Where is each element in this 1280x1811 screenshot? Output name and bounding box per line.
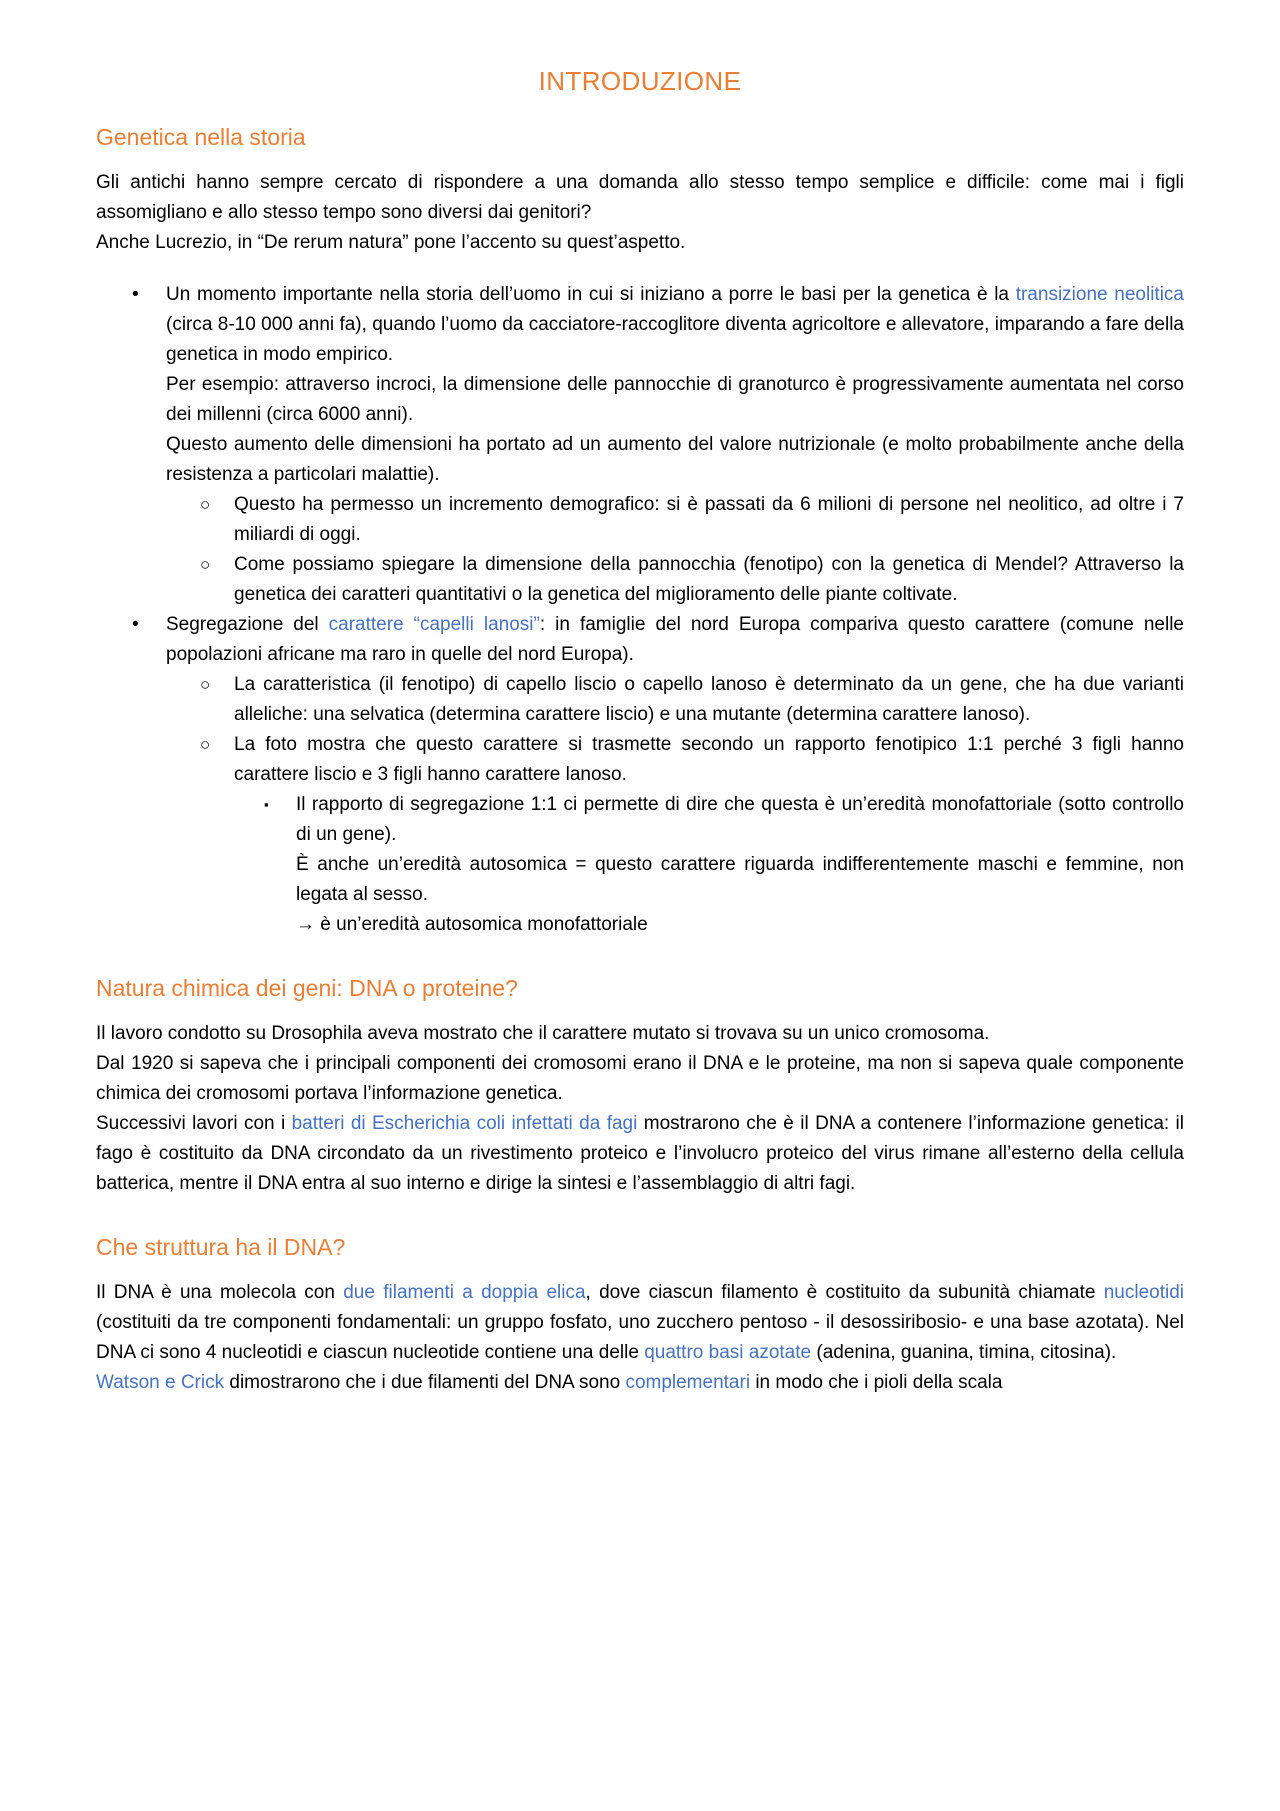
bullet1-text-after: (circa 8-10 000 anni fa), quando l’uomo da cacciatore-raccoglitore diventa agricoltore e allevatore, imparando a fare della genetica in modo empirico. xyxy=(166,314,1184,366)
link-watson-e-crick: Watson e Crick xyxy=(96,1371,225,1393)
bullet2-sub2-sub2-text: È anche un’eredità autosomica = questo carattere riguarda indifferentemente maschi e femmine, non legata al sesso. xyxy=(296,854,1184,906)
bullet2-text-after: : in famiglie del nord Europa compariva questo carattere (comune nelle popolazioni africane ma raro in quelle del nord Europa). xyxy=(166,614,1184,666)
bullet2-sub2-arrow-line xyxy=(296,910,1184,940)
bullet1-paragraph-3: Questo aumento delle dimensioni ha portato ad un aumento del valore nutrizionale (e molto probabilmente anche della resistenza a particolari malattie). xyxy=(166,434,1184,486)
bullet-circle-icon: ○ xyxy=(200,555,211,575)
list-item-capelli-lanosi xyxy=(96,610,1184,940)
section-heading-genetica: Genetica nella storia xyxy=(96,124,306,151)
struttura-paragraph-1 xyxy=(96,1278,1184,1368)
section-heading-struttura-dna: Che struttura ha il DNA? xyxy=(96,1234,346,1261)
bullet-square-icon: ▪ xyxy=(264,797,269,813)
bullet1-sub-1-text: Questo ha permesso un incremento demografico: si è passati da 6 milioni di persone nel neolitico, ad oltre i 7 miliardi di oggi. xyxy=(234,494,1184,546)
natura-paragraph-1-line-2: Dal 1920 si sapeva che i principali componenti dei cromosomi erano il DNA e le proteine, ma non si sapeva quale componente chimica dei cromosomi portava l’informazione genetica. xyxy=(96,1053,1184,1105)
intro-line-2: Anche Lucrezio, in “De rerum natura” pone l’accento su quest’aspetto. xyxy=(96,231,686,253)
list-item-genetica-mendel xyxy=(166,550,1184,610)
bullet2-sublist xyxy=(166,670,1184,940)
natura-paragraph-block xyxy=(96,1019,1184,1199)
struttura-text-a: Il DNA è una molecola con xyxy=(96,1281,344,1303)
page-title: INTRODUZIONE xyxy=(538,66,742,96)
list-item-segregazione-monofattoriale xyxy=(234,790,1184,940)
struttura-paragraph-2 xyxy=(96,1368,1184,1398)
list-item-rapporto-fenotipico xyxy=(166,730,1184,940)
bullet1-text-before: Un momento importante nella storia dell’uomo in cui si iniziano a porre le basi per la genetica è la xyxy=(166,283,1016,305)
bullet-dot-icon: • xyxy=(132,614,139,636)
bullet1-sublist xyxy=(166,490,1184,610)
list-item-incremento-demografico xyxy=(166,490,1184,550)
bullet2-sub-1-text: La caratteristica (il fenotipo) di capello liscio o capello lanoso è determinato da un gene, che ha due varianti alleliche: una selvatica (determina carattere liscio) e una mutante (determina carattere lanoso). xyxy=(234,674,1184,726)
list-item-transizione-neolitica xyxy=(96,280,1184,610)
list-item-varianti-alleliche xyxy=(166,670,1184,730)
bullet1-paragraph-2: Per esempio: attraverso incroci, la dimensione delle pannocchie di granoturco è progressivamente aumentata nel corso dei millenni (circa 6000 anni). xyxy=(166,374,1184,426)
intro-paragraph-block xyxy=(96,168,1184,258)
bullet-circle-icon: ○ xyxy=(200,735,211,755)
struttura-text-c: (costituiti da tre componenti fondamentali: un gruppo fosfato, uno zucchero pentoso - il desossiribosio- e una base azotata). Nel DNA ci sono 4 nucleotidi e ciascun nucleotide contiene una delle xyxy=(96,1311,1184,1363)
main-bullet-list xyxy=(96,280,1184,940)
bullet-circle-icon: ○ xyxy=(200,675,211,695)
intro-line-1: Gli antichi hanno sempre cercato di rispondere a una domanda allo stesso tempo semplice e difficile: come mai i figli assomigliano e allo stesso tempo sono diversi dai genitori? xyxy=(96,171,1184,223)
natura-paragraph-2 xyxy=(96,1109,1184,1199)
natura-paragraph-1-line-1: Il lavoro condotto su Drosophila aveva mostrato che il carattere mutato si trovava su un unico cromosoma. xyxy=(96,1023,990,1045)
link-transizione-neolitica: transizione neolitica xyxy=(1015,283,1184,305)
natura-text-before: Successivi lavori con i xyxy=(96,1113,292,1135)
section-heading-natura-chimica: Natura chimica dei geni: DNA o proteine? xyxy=(96,975,518,1002)
link-quattro-basi-azotate: quattro basi azotate xyxy=(644,1341,812,1363)
link-carattere-capelli-lanosi: carattere “capelli lanosi” xyxy=(328,614,540,636)
bullet2-text-before: Segregazione del xyxy=(166,614,329,636)
arrow-right-icon: → xyxy=(296,914,315,936)
struttura-text-b: , dove ciascun filamento è costituito da subunità chiamate xyxy=(585,1281,1104,1303)
link-nucleotidi: nucleotidi xyxy=(1103,1281,1184,1303)
bullet1-sub-2-text: Come possiamo spiegare la dimensione della pannocchia (fenotipo) con la genetica di Mendel? Attraverso la genetica dei caratteri quantitativi o la genetica del miglioramento delle piante coltivate. xyxy=(234,554,1184,606)
bullet2-paragraph-1 xyxy=(166,610,1184,670)
struttura-paragraph-block xyxy=(96,1278,1184,1398)
link-due-filamenti-doppia-elica: due filamenti a doppia elica xyxy=(343,1281,586,1303)
bullet-circle-icon: ○ xyxy=(200,495,211,515)
struttura-text-d: (adenina, guanina, timina, citosina). xyxy=(811,1341,1117,1363)
bullet1-paragraph-1 xyxy=(166,280,1184,370)
struttura-p2-text-a: dimostrarono che i due filamenti del DNA sono xyxy=(224,1371,626,1393)
link-complementari: complementari xyxy=(625,1371,751,1393)
bullet2-sub2-arrow-text: è un’eredità autosomica monofattoriale xyxy=(320,914,648,936)
link-batteri-escherichia-coli: batteri di Escherichia coli infettati da fagi xyxy=(291,1113,638,1135)
struttura-p2-text-b: in modo che i pioli della scala xyxy=(750,1371,1003,1393)
bullet2-sub2-sub1-text: Il rapporto di segregazione 1:1 ci permette di dire che questa è un’eredità monofattoriale (sotto controllo di un gene). xyxy=(296,794,1184,846)
bullet2-sub2-sublist xyxy=(234,790,1184,940)
natura-text-after: mostrarono che è il DNA a contenere l’informazione genetica: il fago è costituito da DNA circondato da un rivestimento proteico e l’involucro proteico del virus rimane all’esterno della cellula batterica, mentre il DNA entra al suo interno e dirige la sintesi e l’assemblaggio di altri fagi. xyxy=(96,1113,1185,1195)
bullet-dot-icon: • xyxy=(132,283,139,305)
bullet2-sub-2-text: La foto mostra che questo carattere si trasmette secondo un rapporto fenotipico 1:1 perché 3 figli hanno carattere liscio e 3 figli hanno carattere lanoso. xyxy=(234,734,1184,786)
